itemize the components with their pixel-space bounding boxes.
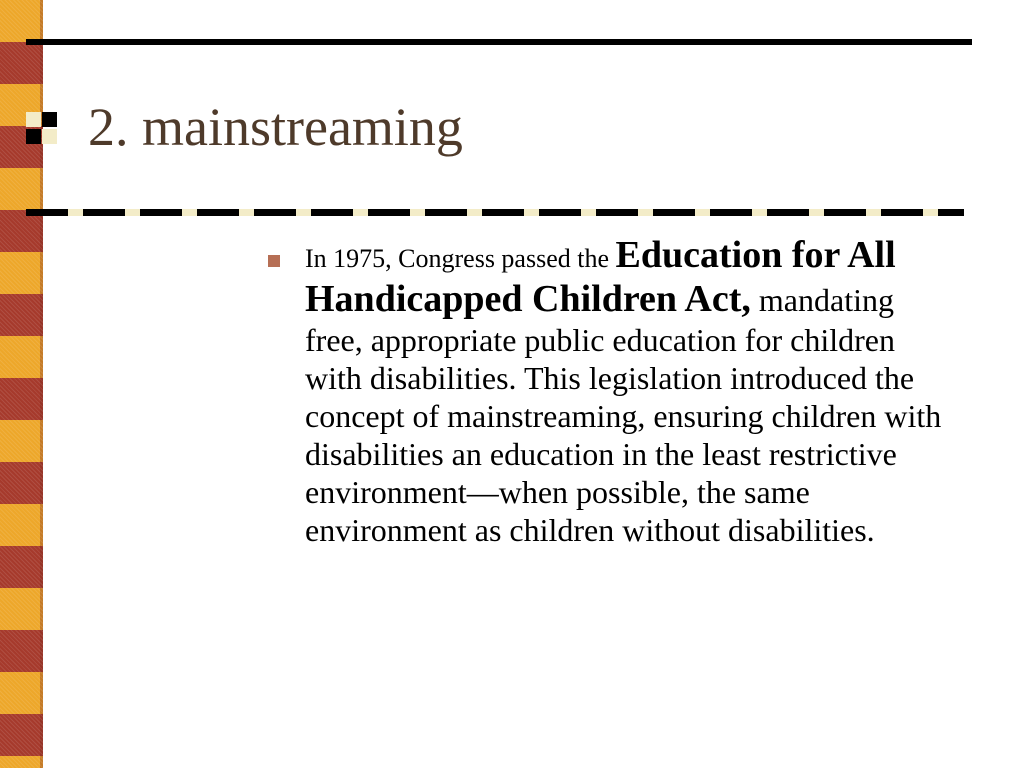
checker-cell (26, 129, 41, 144)
bullet-text (305, 234, 945, 549)
top-rule (26, 39, 972, 45)
bullet-lead: In 1975, Congress passed the (305, 244, 616, 273)
checker-square-icon (26, 112, 58, 146)
checker-cell (42, 129, 57, 144)
checker-cell (26, 112, 41, 127)
slide-content (268, 234, 948, 549)
slide-title: 2. mainstreaming (88, 97, 463, 157)
square-bullet-icon (268, 255, 280, 267)
bullet-rest: mandating free, appropriate public education for children with disabilities. This legislation introduced the concept of mainstreaming, ensuring children with disabilities an education in the least restrictive environment—when possible, the same environment as children without disabilities. (305, 282, 942, 548)
dashed-divider (26, 209, 964, 216)
list-item (268, 234, 948, 549)
act-name: Education for All Handicapped Children Act, (305, 234, 896, 320)
checker-cell (42, 112, 57, 127)
